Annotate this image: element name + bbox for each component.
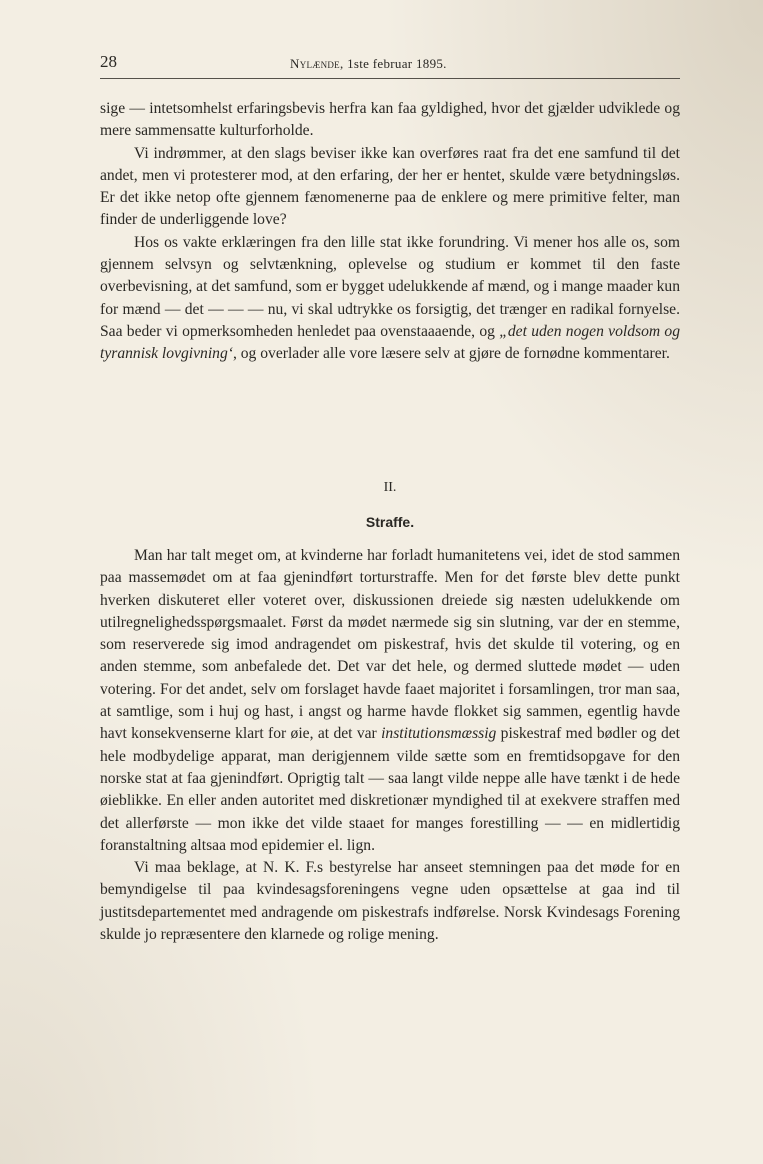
emphasis: institutionsmæssig: [381, 725, 497, 743]
paragraph-text: Man har talt meget om, at kvinderne har forladt humanitetens vei, idet de stod sammen paa massemødet om at faa gjenindført torturstraffe. Men for det første blev dette punkt hverken diskuteret eller voteret over, diskussionen dreiede sig næsten udelukkende om utilregnelighedsspørgsmaalet. Først da mødet nærmede sig sin slutning, var der en stemme, som reserverede sig imod andragendet om piskestraf, hvis det skulde til votering, og en anden stemme, som anbefalede det. Det var det hele, og dermed sluttede mødet — uden votering. For det andet, selv om forslaget havde faaet majoritet i forsamlingen, tror man saa, at samtlige, som i huj og hast, i angst og harme havde flokket sig sammen, egentlig havde havt konsekvenserne klart for øie, at det var: [100, 547, 680, 743]
issue-date: 1ste februar 1895.: [347, 56, 447, 71]
paragraph-text: og: [479, 322, 500, 340]
quotation: „det uden nogen voldsom og tyrannisk lovgivning‘: [100, 322, 681, 363]
journal-title: Nylænde,: [290, 56, 344, 71]
section-number: II.: [383, 480, 397, 495]
paragraph: Vi indrømmer, at den slags beviser ikke kan overføres raat fra det ene samfund til det andet, men vi protesterer mod, at den erfaring, der her er hentet, skulde være betydningsløs. Er det ikke netop ofte gjennem fænomenerne paa de enklere og mere primitive felter, man finder de underliggende love?: [100, 144, 680, 229]
paragraph: [100, 545, 680, 857]
paragraph: [100, 232, 680, 366]
paragraph-text: , og overlader alle vore læsere selv at gjøre de fornødne kommentarer.: [232, 345, 670, 363]
paragraph-text: Hos os vakte erklæringen fra den lille stat ikke forundring. Vi mener hos alle os, som gjennem selvsyn og selvtænkning, oplevelse og studium er kommet til den faste overbevisning, at det samfund, som er bygget udelukkende af mænd, og i mange maader kun for mænd — det — — — nu, vi skal udtrykke os forsigtig, det trænger en radikal fornyelse. Saa beder vi opmerksomheden henledet paa ovenstaaaende,: [100, 233, 680, 340]
paragraph: sige — intetsomhelst erfaringsbevis herfra kan faa gyldighed, hvor det gjælder udviklede og mere sammensatte kulturforholde.: [100, 100, 680, 140]
paragraph: Vi maa beklage, at N. K. F.s bestyrelse har anseet stemningen paa det møde for en bemyndigelse til paa kvindesagsforeningens vegne uden opsættelse at gaa ind til justitsdepartementet med andragende om piskestrafs indførelse. Norsk Kvindesags Forening skulde jo repræsentere den klarnede og rolige mening.: [100, 859, 680, 944]
section-2-text: [100, 545, 680, 946]
page-number: 28: [100, 52, 117, 71]
paragraph-text: piskestraf med bødler og det hele modbydelige apparat, man derigjennem vilde sætte som en fremtidsopgave for den norske stat at faa gjenindført. Oprigtig talt — saa langt vilde neppe alle have tænkt i de hede øieblikke. En eller anden autoritet med diskretionær myndighed til at exekvere straffen med det allerførste — mon ikke det vilde staaet for manges forestilling — — en midlertidig foranstaltning altsaa mod epidemier el. lign.: [100, 725, 680, 854]
running-header: [100, 50, 680, 79]
section-title: Straffe.: [365, 514, 415, 530]
section-1-text: [100, 98, 680, 366]
running-head: [290, 56, 447, 72]
